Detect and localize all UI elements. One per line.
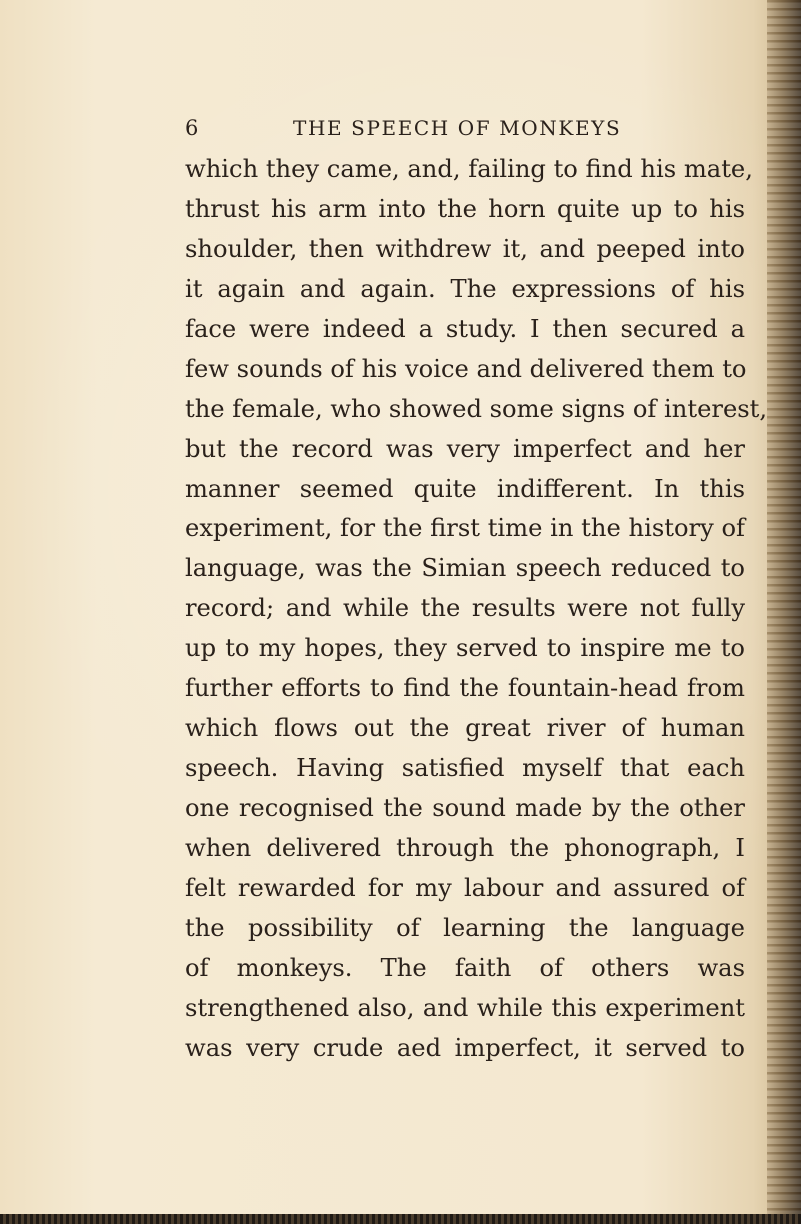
- text-line: speech. Having satisfied myself that each: [185, 754, 745, 783]
- text-line: few sounds of his voice and delivered them to: [185, 354, 747, 383]
- text-line: the female, who showed some signs of interest,: [185, 394, 768, 423]
- text-line: when delivered through the phonograph, I: [185, 833, 745, 862]
- text-line: thrust his arm into the horn quite up to his: [185, 194, 745, 223]
- text-line: but the record was very imperfect and her: [185, 434, 745, 463]
- text-line: one recognised the sound made by the other: [185, 794, 745, 822]
- text-line: record; and while the results were not fully: [185, 594, 745, 623]
- text-line: was very crude aed imperfect, it served to: [185, 1033, 745, 1062]
- running-title: THE SPEECH OF MONKEYS: [293, 116, 622, 140]
- text-line: manner seemed quite indifferent. In this: [185, 474, 745, 503]
- text-line: up to my hopes, they served to inspire me to: [185, 634, 745, 663]
- text-line: shoulder, then withdrew it, and peeped into: [185, 234, 745, 263]
- text-line: of monkeys. The faith of others was: [185, 953, 745, 982]
- text-line: which flows out the great river of human: [185, 714, 745, 743]
- bottom-edge: [0, 1214, 801, 1224]
- text-line: face were indeed a study. I then secured a: [185, 314, 745, 343]
- body-text: [185, 150, 768, 1069]
- page-number: 6: [185, 116, 199, 140]
- text-line: the possibility of learning the language: [185, 913, 745, 942]
- text-line: strengthened also, and while this experiment: [185, 993, 745, 1022]
- text-line: which they came, and, failing to find his mate,: [185, 155, 753, 183]
- text-line: it again and again. The expressions of his: [185, 274, 745, 303]
- text-line: further efforts to find the fountain-head from: [185, 674, 745, 703]
- page-header: [185, 116, 745, 146]
- text-line: experiment, for the first time in the history of: [185, 514, 745, 543]
- page-edge: [767, 0, 801, 1224]
- text-line: felt rewarded for my labour and assured of: [185, 873, 745, 902]
- text-line: language, was the Simian speech reduced to: [185, 554, 745, 583]
